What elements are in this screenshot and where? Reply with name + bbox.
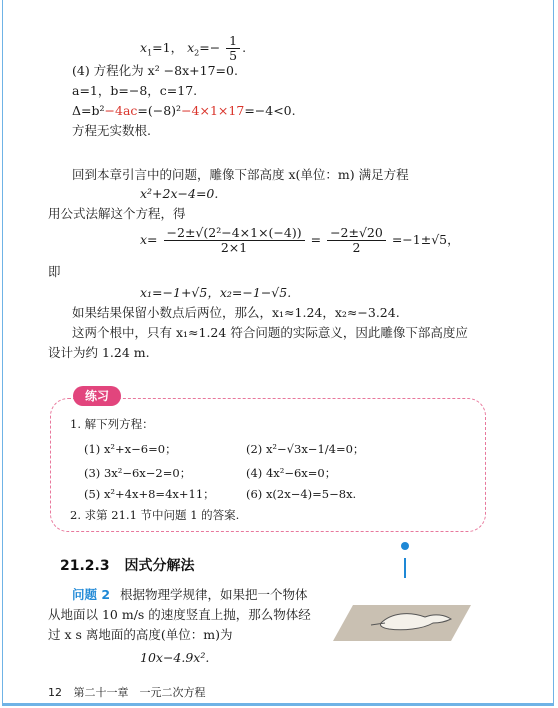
formula-x: x= (140, 232, 158, 247)
exercise-q1: 1. 解下列方程： (70, 417, 154, 431)
x2-denominator: 5 (229, 48, 238, 63)
hand-throw-illustration (333, 601, 471, 645)
x2-end: . (242, 40, 247, 55)
x1-value: =1， (152, 40, 184, 55)
step4-line3 (72, 103, 296, 119)
exercise-item-5: (5) x²+4x+8=4x+11； (84, 487, 215, 501)
x2-var: x (187, 40, 195, 55)
exercise-item-3: (3) 3x²−6x−2=0； (84, 466, 192, 480)
page-number: 12 (48, 686, 62, 699)
formula-fraction-2 (327, 226, 386, 255)
discriminant-4ac: −4ac (104, 103, 138, 118)
chapter-question-line1: 回到本章引言中的问题，雕像下部高度 x(单位：m) 满足方程 (72, 167, 409, 182)
exercise-badge: 练习 (73, 386, 121, 406)
exercise-item-2: (2) x²−√3x−1/4=0； (246, 442, 365, 456)
exercise-item-6: (6) x(2x−4)=5−8x. (246, 487, 357, 501)
fraction-1-numerator: −2±√(2²−4×1×(−4)) (164, 226, 305, 241)
discriminant-product: −4×1×17 (181, 103, 245, 118)
step4-line1: (4) 方程化为 x² −8x+17=0. (72, 63, 238, 78)
fraction-1-denominator: 2×1 (220, 240, 248, 255)
problem2-line2: 从地面以 10 m/s 的速度竖直上抛，那么物体经 (48, 607, 311, 622)
problem2-text1: 根据物理学规律，如果把一个物体 (120, 587, 308, 602)
discriminant-result: =−4<0. (244, 103, 296, 118)
problem2-line3: 过 x s 离地面的高度(单位：m)为 (48, 627, 233, 642)
footer-rule (2, 703, 554, 705)
chapter-question-roots: x₁=−1+√5，x₂=−1−√5. (140, 285, 292, 300)
section-number: 21.2.3 (60, 558, 110, 574)
chapter-question-line5: 设计为约 1.24 m. (48, 345, 150, 360)
step4-line2: a=1，b=−8，c=17. (72, 83, 198, 98)
problem2-line1 (72, 587, 308, 603)
formula-fraction-1 (164, 226, 305, 255)
chapter-question-line2: 用公式法解这个方程，得 (48, 206, 186, 221)
step4-line4: 方程无实数根. (72, 123, 151, 138)
x2-eq: =− (199, 40, 221, 55)
section-marker-bar (404, 558, 406, 578)
page-footer (48, 684, 206, 700)
x2-numerator: 1 (226, 34, 240, 49)
x2-fraction (226, 34, 240, 63)
fraction-2-denominator: 2 (352, 240, 361, 255)
ji-label: 即 (48, 264, 61, 279)
exercise-item-1: (1) x²+x−6=0； (84, 442, 177, 456)
chapter-question-line4: 这两个根中，只有 x₁≈1.24 符合问题的实际意义，因此雕像下部高度应 (72, 325, 468, 340)
solution-roots-line: $x_1=1$， $x_2=-$ $\frac{1}{5}$ . (140, 33, 247, 63)
chapter-title: 第二十一章 一元二次方程 (73, 686, 206, 699)
chapter-question-equation: x²+2x−4=0. (140, 186, 219, 201)
problem2-expression: 10x−4.9x². (140, 650, 210, 665)
exercise-q2: 2. 求第 21.1 节中问题 1 的答案. (70, 508, 240, 522)
section-heading (60, 555, 194, 575)
problem2-label: 问题 2 (72, 587, 111, 602)
fraction-2-numerator: −2±√20 (327, 226, 386, 241)
quadratic-formula-line (140, 226, 460, 255)
chapter-question-line3: 如果结果保留小数点后两位，那么，x₁≈1.24，x₂≈−3.24. (72, 305, 400, 320)
exercise-item-4: (4) 4x²−6x=0； (246, 466, 337, 480)
formula-equals: = (310, 232, 322, 247)
section-title: 因式分解法 (124, 558, 195, 574)
discriminant-b2: Δ=b² (72, 103, 105, 118)
discriminant-sub: =(−8)² (137, 103, 182, 118)
section-marker-dot (401, 542, 409, 550)
formula-result: =−1±√5， (391, 232, 460, 247)
x1-var: x (140, 40, 148, 55)
